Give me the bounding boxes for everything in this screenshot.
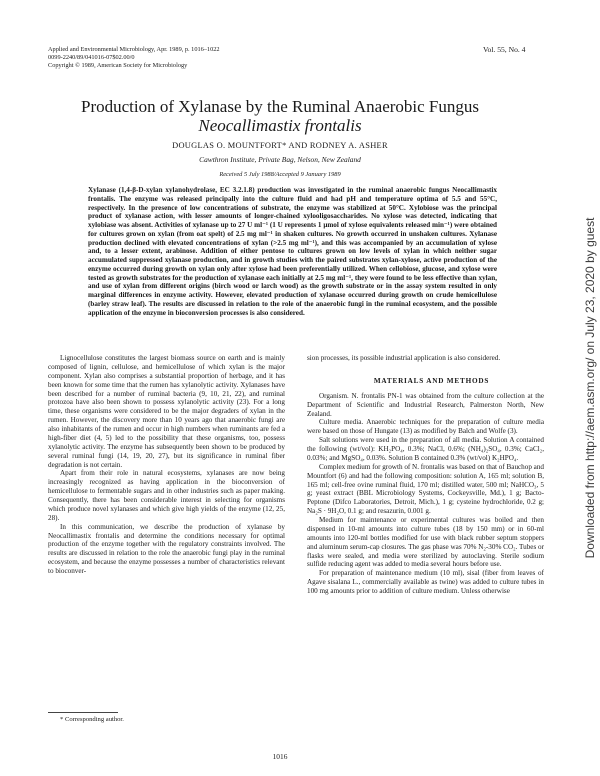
methods-paragraph: Organism. N. frontalis PN-1 was obtained from the culture collection at the Department of Scientific and Industrial Research, Palmerston North, New Zealand. bbox=[307, 391, 544, 418]
download-sidebar[interactable] bbox=[582, 0, 598, 776]
journal-line: Applied and Environmental Microbiology, Apr. 1989, p. 1016–1022 bbox=[48, 46, 220, 53]
article-authors: DOUGLAS O. MOUNTFORT* AND RODNEY A. ASHER bbox=[172, 141, 388, 150]
article-subtitle: Neocallimastix frontalis bbox=[198, 116, 362, 135]
methods-paragraph: For preparation of maintenance medium (10 ml), sisal (fiber from leaves of Agave sisalana L., commercially available as twine) was added to culture tubes in 100 mg amounts prior to addition of culture medium. Unless otherwise bbox=[307, 569, 544, 595]
copyright-line: Copyright © 1989, American Society for Microbiology bbox=[48, 62, 188, 69]
footnote-rule bbox=[48, 712, 118, 713]
right-column bbox=[307, 354, 544, 596]
received-dates: Received 5 July 1988/Accepted 9 January 1989 bbox=[219, 171, 341, 178]
abstract: Xylanase (1,4-β-D-xylan xylanohydrolase, EC 3.2.1.8) production was investigated in the ruminal anaerobic fungus Neocallimastix frontalis. The enzyme was released principally into the culture fluid and had pH and temperature optima of 5.5 and 55°C, respectively. In the presence of low concentrations of substrate, the enzyme was stabilized at 50°C. Xylobiose was the principal product of xylanase action, with lesser amounts of longer-chained xylooligosaccharides. No xylose was detected, indicating that xylobiase was absent. Activities of xylanase up to 27 U ml⁻¹ (1 U represents 1 μmol of xylose equivalents released min⁻¹) were obtained for cultures grown on xylan (from oat spelt) of 2.5 mg ml⁻¹ in shaken cultures. No growth occurred in unshaken cultures. Xylanase production declined with elevated concentrations of xylan (>2.5 mg ml⁻¹), and this was accompanied by an accumulation of xylose and, to a lesser extent, arabinose. Addition of either pentose to cultures grown on low levels of xylan in which neither sugar accumulated suppressed xylanase production, and in growth studies with the paired substrates xylan-xylose, active production of the enzyme occurred during growth on xylan only after xylose had been preferentially utilized. When cellobiose, glucose, and xylose were tested as growth substrates for the production of xylanase each initially at 2.5 mg ml⁻¹, they were found to be less effective than xylan, and use of xylan from different origins (birch wood or larch wood) as the growth substrate or in the assay system resulted in only marginal differences in enzyme activity. However, elevated production of xylanase occurred during growth on crude hemicellulose (barley straw leaf). The results are discussed in relation to the role of the anaerobic fungi in the ruminal ecosystem, and the possible application of the enzyme in bioconversion processes is also considered. bbox=[88, 186, 497, 317]
page-number: 1016 bbox=[272, 752, 288, 761]
methods-paragraph: Complex medium for growth of N. frontalis was based on that of Bauchop and Mountfort (6) and had the following composition: solution A, 165 ml; solution B, 165 ml; cell-free ovine ruminal fluid, 170 ml; distilled water, 500 ml; NaHCO₃, 5 g; yeast extract (BBL Microbiology Systems, Cockeysville, Md.), 1 g; Bacto-Peptone (Difco Laboratories, Detroit, Mich.), 1 g; cysteine hydrochloride, 0.2 g; Na₂S · 9H₂O, 0.1 g; and resazurin, 0.001 g. bbox=[307, 462, 544, 516]
article-affiliation: Cawthron Institute, Private Bag, Nelson, New Zealand bbox=[199, 155, 361, 164]
methods-paragraph: Salt solutions were used in the preparation of all media. Solution A contained the following (wt/vol): KH₂PO₄, 0.3%; NaCl, 0.6%; (NH₄)₂SO₄, 0.3%; CaCl₂, 0.03%; and MgSO₄, 0.03%. Solution B contained 0.3% (wt/vol) K₂HPO₄. bbox=[307, 436, 544, 462]
issn-line: 0099-2240/89/041016-07$02.00/0 bbox=[48, 54, 135, 61]
download-watermark-text: Downloaded from http://aem.asm.org/ on July 23, 2020 by guest bbox=[583, 217, 597, 559]
intro-paragraph: Apart from their role in natural ecosystems, xylanases are now being increasingly recognized as having application in the bioconversion of hemicellulose to fermentable sugars and in other industries such as paper making. Consequently, there has been considerable interest in selecting for organisms which produce novel xylanases and which give high yields of the enzyme (12, 25, 28). bbox=[48, 469, 285, 522]
methods-paragraph: Medium for maintenance or experimental cultures was boiled and then dispensed in 10-ml amounts into culture tubes (18 by 150 mm) or in 60-ml amounts into 120-ml bottles modified for use with black rubber septum stoppers and aluminum serum-cap closures. The gas phase was 70% N₂-30% CO₂. Tubes or flasks were sealed, and media were sterilized by autoclaving. Sterile sodium sulfide reducing agent was added to media several hours before use. bbox=[307, 516, 544, 569]
intro-paragraph: Lignocellulose constitutes the largest biomass source on earth and is mainly composed of lignin, cellulose, and hemicellulose of which xylan is the major component. Xylan also comprises a substantial proportion of herbage, and it has been known for some time that the rumen has xylanolytic activity. Xylanases have been described for a number of ruminal bacteria (9, 10, 21, 22), and ruminal protozoa have also been shown to possess xylanolytic activity (23). For a long time, these organisms were considered to be the major degraders of xylan in the rumen. However, the discovery more than 10 years ago that anaerobic fungi are also inhabitants of the rumen and occur in high numbers when ruminants are fed a high-fiber diet (4, 5) led to the possibility that these organisms, too, possess xylanolytic activity. The enzyme has subsequently been shown to be produced by several ruminal fungi (14, 19, 20, 27), but its significance in ruminal fiber degradation is not certain. bbox=[48, 354, 285, 469]
article-title: Production of Xylanase by the Ruminal Anaerobic Fungus bbox=[80, 97, 480, 116]
continuation-text: sion processes, its possible industrial application is also considered. bbox=[307, 354, 501, 362]
footnote: * Corresponding author. bbox=[60, 716, 124, 723]
volume-label: Vol. 55, No. 4 bbox=[483, 45, 526, 54]
methods-paragraph: Culture media. Anaerobic techniques for the preparation of culture media were based on those of Hungate (13) as modified by Balch and Wolfe (3). bbox=[307, 418, 544, 436]
section-heading: MATERIALS AND METHODS bbox=[373, 376, 490, 385]
intro-paragraph: In this communication, we describe the production of xylanase by Neocallimastix frontalis and determine the conditions necessary for optimal production of the enzyme together with the regulatory constraints involved. The results are discussed in relation to the role the anaerobic fungi play in the ruminal ecosystem, and because the enzyme possesses a number of characteristics relevant to bioconver- bbox=[48, 522, 285, 575]
left-column bbox=[48, 354, 285, 576]
